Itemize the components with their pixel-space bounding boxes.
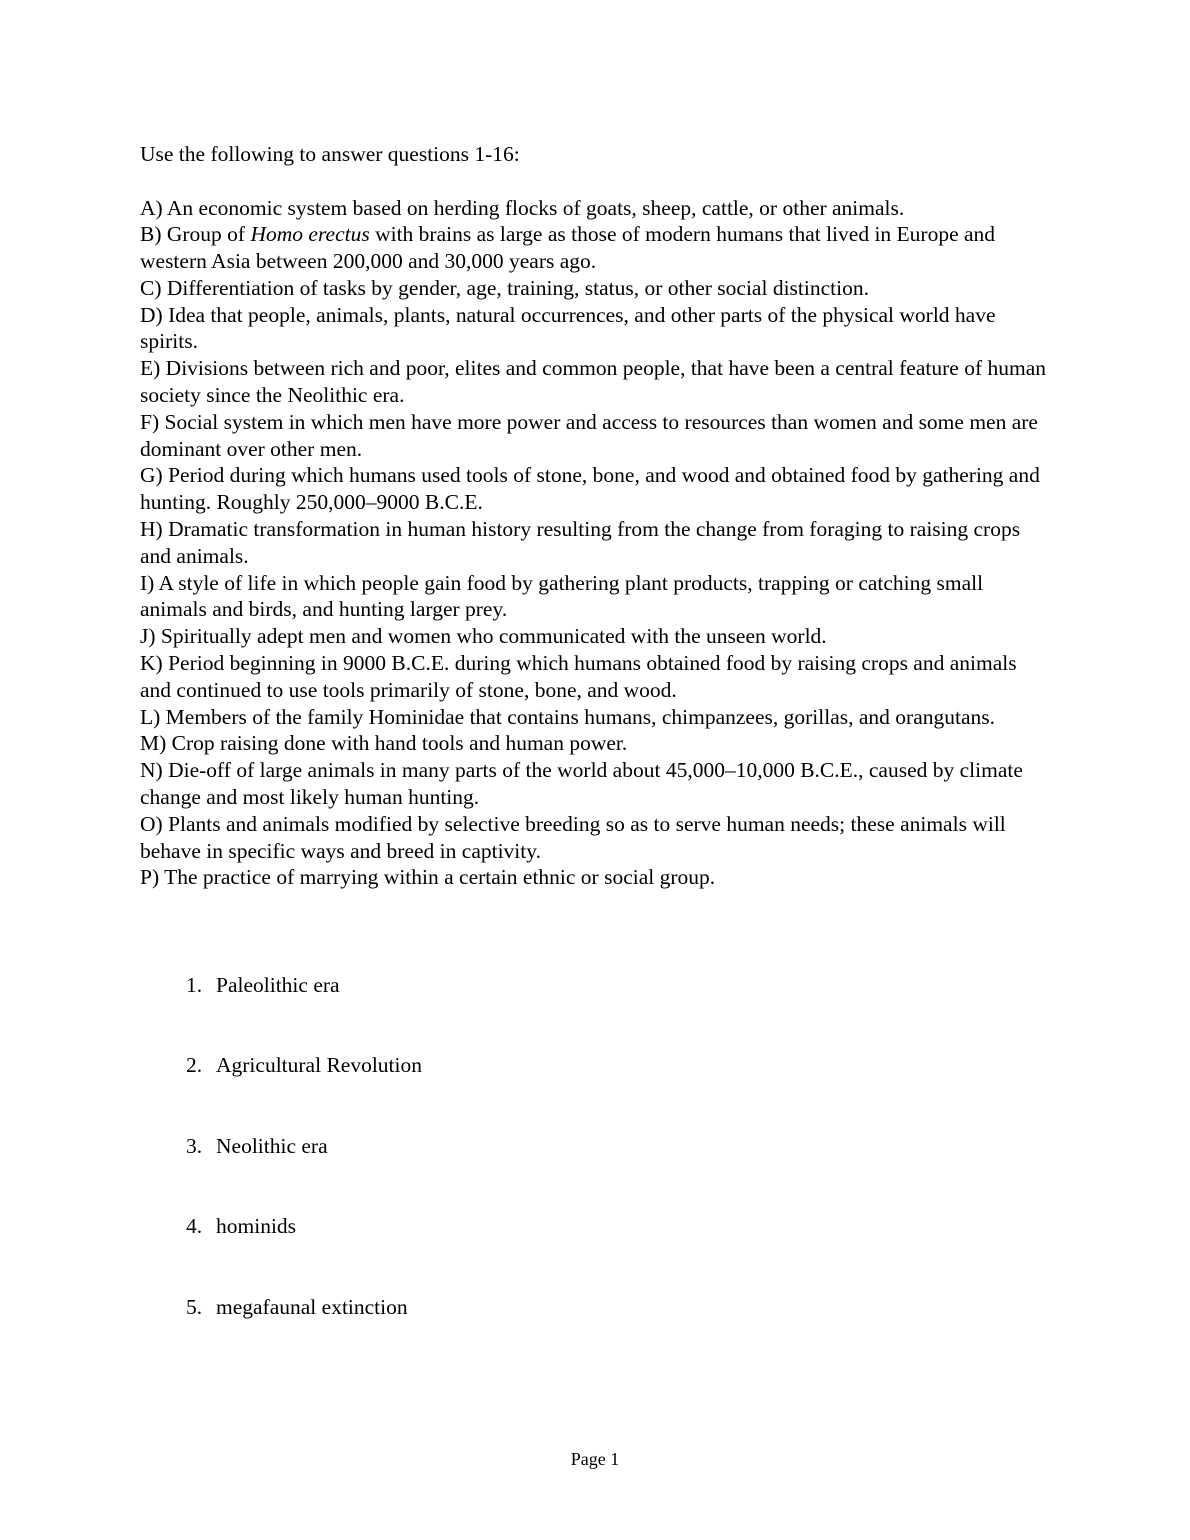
question-term: Neolithic era [216, 1134, 328, 1158]
definition-letter: C) [140, 275, 162, 300]
definition-b [140, 221, 1050, 275]
definition-text: Die-off of large animals in many parts of the world about 45,000–10,000 B.C.E., caused by climate change and most likely human hunting. [140, 758, 1023, 810]
question-term: Paleolithic era [216, 973, 340, 997]
definition-text: The practice of marrying within a certain ethnic or social group. [164, 865, 716, 890]
definition-g [140, 462, 1050, 516]
definition-letter: M) [140, 731, 167, 756]
definition-text: Group of [166, 222, 246, 247]
definition-letter: L) [140, 704, 161, 729]
definition-o [140, 811, 1050, 865]
definition-letter: E) [140, 356, 161, 381]
definition-text: A style of life in which people gain food by gathering plant products, trapping or catching small animals and birds, and hunting larger prey. [140, 570, 984, 622]
definition-e [140, 355, 1050, 409]
definition-text: Idea that people, animals, plants, natural occurrences, and other parts of the physical world have spirits. [140, 302, 996, 354]
question-2 [186, 1052, 422, 1079]
definition-text: Divisions between rich and poor, elites and common people, that have been a central feature of human society since the Neolithic era. [140, 356, 1046, 408]
definitions-list [140, 195, 1050, 892]
definition-l [140, 704, 1050, 731]
definition-i [140, 570, 1050, 624]
question-number: 1. [186, 973, 203, 997]
page-number: Page 1 [570, 1449, 620, 1469]
definition-text: Spiritually adept men and women who communicated with the unseen world. [160, 624, 827, 649]
question-term: Agricultural Revolution [216, 1053, 423, 1077]
definition-m [140, 730, 1050, 757]
question-number: 5. [186, 1295, 203, 1319]
definition-text: Period during which humans used tools of stone, bone, and wood and obtained food by gathering and hunting. Roughly 250,000–9000 B.C.E. [140, 463, 1040, 515]
question-term: megafaunal extinction [216, 1295, 408, 1319]
question-5 [186, 1294, 408, 1321]
definition-d [140, 302, 1050, 356]
definition-text: Crop raising done with hand tools and human power. [171, 731, 628, 756]
question-number: 4. [186, 1214, 203, 1238]
definition-a [140, 195, 1050, 222]
definition-letter: I) [140, 570, 155, 595]
definition-text: Plants and animals modified by selective breeding so as to serve human needs; these animals will behave in specific ways and breed in captivity. [140, 811, 1006, 863]
definition-text: Period beginning in 9000 B.C.E. during which humans obtained food by raising crops and animals and continued to use tools primarily of stone, bone, and wood. [140, 651, 1017, 702]
definition-letter: G) [140, 463, 163, 488]
definition-c [140, 275, 1050, 302]
question-3 [186, 1133, 328, 1160]
definition-n [140, 757, 1050, 811]
definition-letter: B) [140, 222, 162, 247]
question-4 [186, 1213, 296, 1240]
definition-letter: A) [140, 195, 163, 220]
definition-letter: F) [140, 409, 160, 434]
question-term: hominids [216, 1214, 297, 1238]
definition-text: Social system in which men have more power and access to resources than women and some men are dominant over other men. [140, 409, 1038, 461]
definition-h [140, 516, 1050, 570]
question-number: 3. [186, 1134, 203, 1158]
definition-letter: H) [140, 517, 163, 542]
definition-text: Dramatic transformation in human history resulting from the change from foraging to raising crops and animals. [140, 517, 1021, 568]
definition-p [140, 864, 1050, 891]
definition-text: with brains as large as those of modern humans that lived in Europe and western Asia between 200,000 and 30,000 years ago. [140, 222, 996, 274]
instructions-text: Use the following to answer questions 1-16: [140, 142, 520, 166]
question-number: 2. [186, 1053, 203, 1077]
definition-k [140, 650, 1050, 704]
definition-text: An economic system based on herding flocks of goats, sheep, cattle, or other animals. [166, 195, 905, 220]
definition-text: Members of the family Hominidae that contains humans, chimpanzees, gorillas, and orangutans. [165, 704, 995, 729]
definition-j [140, 623, 1050, 650]
definition-text: Differentiation of tasks by gender, age, training, status, or other social distinction. [166, 275, 869, 300]
definition-italic-term: Homo erectus [250, 222, 370, 247]
definition-f [140, 409, 1050, 463]
definition-letter: K) [140, 651, 163, 676]
definition-letter: D) [140, 302, 163, 327]
definition-letter: P) [140, 865, 160, 890]
definition-letter: N) [140, 758, 163, 783]
definition-letter: O) [140, 811, 163, 836]
question-1 [186, 972, 340, 999]
definition-letter: J) [140, 624, 156, 649]
